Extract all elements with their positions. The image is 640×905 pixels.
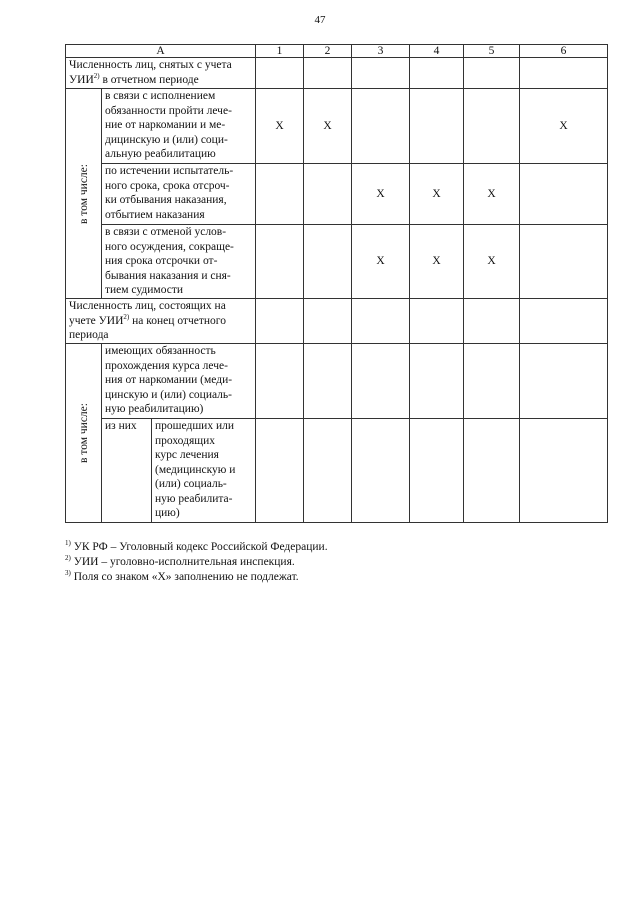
cell-empty [464,58,520,89]
row-label-removed: Численность лиц, снятых с учета УИИ$^{2)}$ в отчетном периоде [66,58,256,89]
cell-empty [304,419,352,523]
row-label-r4: имеющих обязанность прохождения курса лече- ния от наркомании (меди- цинскую и (или) социаль- ную реабилитацию) [102,344,256,419]
row-label-r3: в связи с отменой услов- ного осуждения, сокраще- ния срока отсрочки от- бывания наказания и сня- тием судимости [102,225,256,299]
cell-empty [352,299,410,344]
cell-empty [352,344,410,419]
footnote-1: $^{1)}$ УК РФ – Уголовный кодекс Российской Федерации. [65,539,328,553]
row-label-r1: в связи с исполнением обязанности пройти лече- ние от наркомании и ме- дицинскую и (или) соци- альную реабилитацию [102,89,256,164]
header-col-6: 6 [520,45,608,58]
row-label-r5: прошедших или проходящих курс лечения (медицинскую и (или) социаль- ную реабилита- цию) [152,419,256,523]
header-col-2: 2 [304,45,352,58]
cell-empty [304,58,352,89]
header-row [66,45,608,58]
table-row-r4 [66,344,608,419]
including-label-1: в том числе: [66,89,102,299]
cell-empty [256,225,304,299]
cell-empty [520,344,608,419]
cell-empty [304,344,352,419]
cell-x-mark: Х [352,164,410,225]
cell-empty [464,89,520,164]
cell-empty [352,419,410,523]
footnote-3: $^{3)}$ Поля со знаком «Х» заполнению не подлежат. [65,569,299,583]
cell-empty [464,419,520,523]
page-number: 47 [314,14,326,26]
header-col-4: 4 [410,45,464,58]
header-col-a: А [66,45,256,58]
cell-empty [352,58,410,89]
cell-empty [520,164,608,225]
cell-x-mark: Х [256,89,304,164]
header-col-3: 3 [352,45,410,58]
cell-empty [410,58,464,89]
table-row-r2 [66,164,608,225]
table-row-r5 [66,419,608,523]
cell-empty [520,419,608,523]
table-row-r1 [66,89,608,164]
table-row-removed [66,58,608,89]
cell-x-mark: Х [410,164,464,225]
row-label-registered: Численность лиц, состоящих на учете УИИ$^{2)}$ на конец отчетного периода [66,299,256,344]
cell-empty [256,344,304,419]
cell-empty [464,299,520,344]
cell-x-mark: Х [464,225,520,299]
cell-empty [410,419,464,523]
including-label-2: в том числе: [66,344,102,523]
cell-x-mark: Х [520,89,608,164]
cell-x-mark: Х [464,164,520,225]
header-col-1: 1 [256,45,304,58]
footnote-2: $^{2)}$ УИИ – уголовно-исполнительная инспекция. [65,554,295,568]
cell-empty [304,225,352,299]
cell-empty [410,344,464,419]
cell-empty [410,299,464,344]
table-row-r3 [66,225,608,299]
header-col-5: 5 [464,45,520,58]
cell-x-mark: Х [304,89,352,164]
cell-x-mark: Х [410,225,464,299]
cell-empty [256,299,304,344]
cell-empty [304,164,352,225]
cell-empty [520,58,608,89]
cell-empty [464,344,520,419]
cell-empty [256,164,304,225]
cell-empty [304,299,352,344]
cell-empty [256,419,304,523]
cell-empty [520,225,608,299]
cell-x-mark: Х [352,225,410,299]
cell-empty [256,58,304,89]
cell-empty [410,89,464,164]
cell-empty [352,89,410,164]
cell-empty [520,299,608,344]
report-form-table [65,44,608,523]
table-row-registered [66,299,608,344]
of-them-label: из них [102,419,152,523]
row-label-r2: по истечении испытатель- ного срока, срока отсроч- ки отбывания наказания, отбытием наказания [102,164,256,225]
footnotes [65,540,328,585]
